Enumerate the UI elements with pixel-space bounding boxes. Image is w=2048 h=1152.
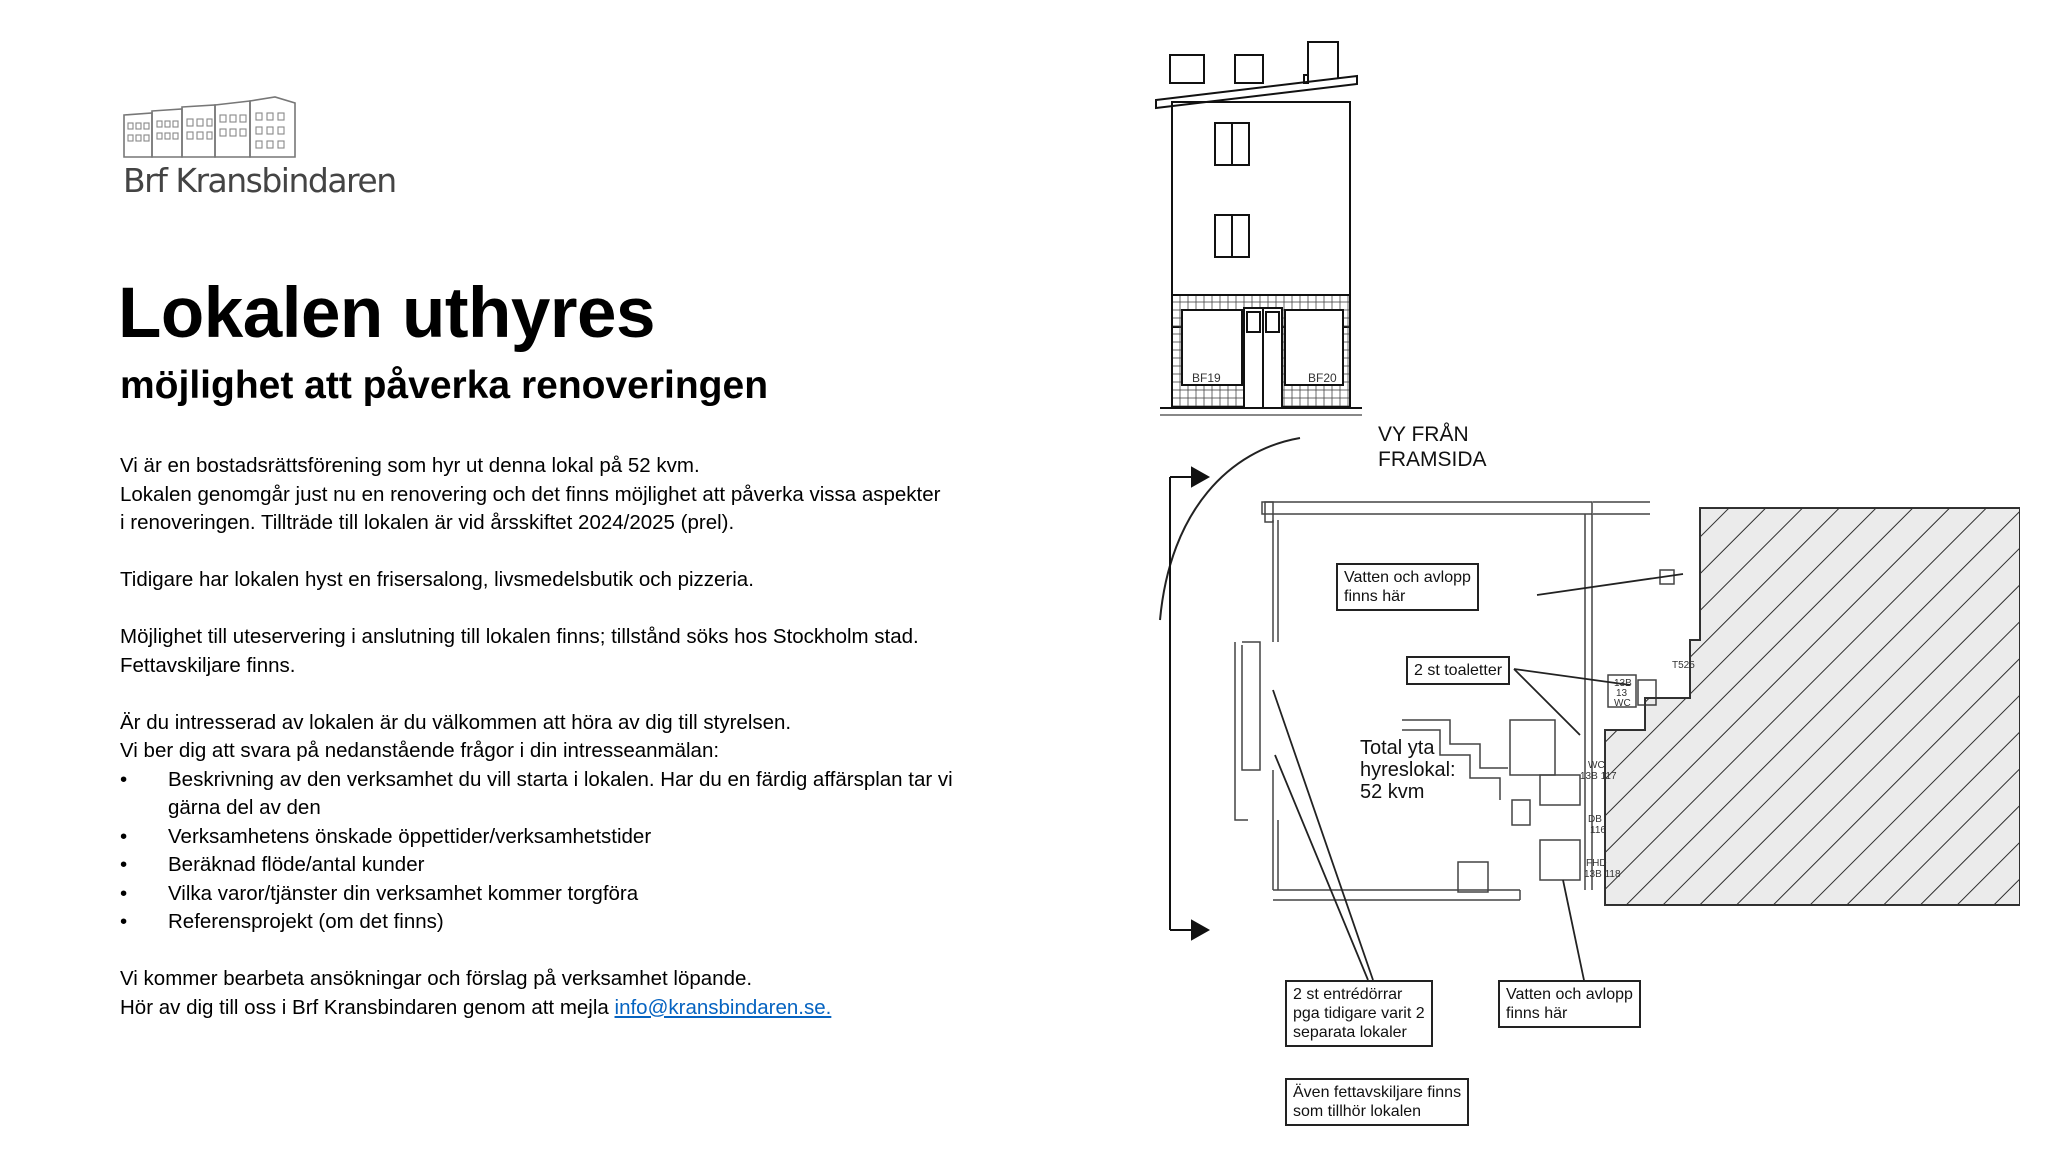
room-tag: T525 [1672,660,1695,671]
bullet: • [120,767,128,791]
grease-label-line: Även fettavskiljare finns [1293,1084,1462,1101]
spacer [120,937,1020,966]
doors-label-line: separata lokaler [1293,1024,1407,1041]
closing-line: Vi kommer bearbeta ansökningar och förslag på verksamhet löpande. [120,967,753,990]
floor-plan [1140,30,2020,1140]
logo-name: Brf Kransbindaren [123,161,396,200]
intro-line: i renoveringen. Tillträde till lokalen är vid årsskiftet 2024/2025 (prel). [120,511,735,534]
question-text: gärna del av den [168,796,321,819]
dimension-arrows [1170,468,1208,939]
room-tag: 13B [1614,678,1632,689]
view-label-line: FRAMSIDA [1378,448,1487,471]
grease-label-line: som tillhör lokalen [1293,1103,1422,1120]
intro-line: Vi är en bostadsrättsförening som hyr ut denna lokal på 52 kvm. [120,454,700,477]
spacer [120,680,1020,709]
view-pointer-curve [1160,438,1300,620]
interest-line: Är du intresserad av lokalen är du välkommen att höra av dig till styrelsen. [120,710,792,734]
room-tag: DB [1588,814,1602,825]
intro-line: Lokalen genomgår just nu en renovering och det finns möjlighet att påverka vissa aspekter [120,482,941,506]
closing-line [120,994,1020,1023]
total-area-line: 52 kvm [1360,781,1425,803]
logo [120,95,396,205]
question-item [120,880,1020,909]
water-label-top [1336,563,1479,611]
room-tag: FHD [1586,858,1607,869]
question-item [120,766,1020,823]
water-label-bottom [1498,980,1641,1028]
total-area-label [1360,737,1456,803]
total-area-line: hyreslokal: [1360,759,1456,781]
closing-text: Hör av dig till oss i Brf Kransbindaren genom att mejla [120,995,615,1019]
bf20-label: BF20 [1308,371,1337,385]
view-label [1378,422,1487,472]
question-text: Beräknad flöde/antal kunder [168,853,425,876]
grease-trap-label [1285,1078,1469,1126]
building-logo-icon [120,95,360,165]
room-tag: WC [1588,760,1605,771]
room-tag: WC [1614,698,1631,709]
spacer [120,595,1020,624]
bullet: • [120,881,128,905]
page-subtitle: möjlighet att påverka renoveringen [120,364,769,407]
water-label-line: Vatten och avlopp [1344,569,1471,586]
email-link[interactable]: info@kransbindaren.se. [614,995,832,1019]
history-line: Tidigare har lokalen hyst en frisersalong, livsmedelsbutik och pizzeria. [120,568,754,591]
toilets-label: 2 st toaletter [1406,656,1510,685]
outdoor-line: Fettavskiljare finns. [120,653,296,677]
question-text: Vilka varor/tjänster din verksamhet kommer torgföra [168,881,639,905]
room-tag: 13B 118 [1584,869,1621,880]
total-area-line: Total yta [1360,737,1435,759]
bf19-label: BF19 [1192,371,1221,385]
floor-plan-drawing [1140,30,2020,1140]
body-text [120,452,1020,1022]
question-list [120,766,1020,937]
question-item [120,908,1020,937]
spacer [120,538,1020,567]
question-text: Referensprojekt (om det finns) [168,910,444,933]
room-tag: 13 [1616,688,1628,699]
doors-label [1285,980,1433,1047]
page-title: Lokalen uthyres [118,274,655,353]
bullet: • [120,824,128,848]
doors-label-line: pga tidigare varit 2 [1293,1005,1425,1022]
bullet: • [120,853,128,876]
doors-label-line: 2 st entrédörrar [1293,986,1403,1003]
building-elevation [1156,42,1362,415]
question-text: Beskrivning av den verksamhet du vill starta i lokalen. Har du en färdig affärsplan tar vi [168,767,953,791]
question-text: Verksamhetens önskade öppettider/verksamhetstider [168,824,652,848]
view-label-line: VY FRÅN [1378,423,1469,446]
water-label-line: finns här [1506,1005,1568,1022]
room-tag: 13B 117 [1580,771,1617,782]
room-tag: 116 [1590,825,1606,836]
water-label-line: finns här [1344,588,1406,605]
outdoor-line: Möjlighet till uteservering i anslutning till lokalen finns; tillstånd söks hos Stockholm stad. [120,625,919,648]
question-item [120,851,1020,880]
question-item [120,823,1020,852]
interest-line: Vi ber dig att svara på nedanstående frågor i din intresseanmälan: [120,739,720,762]
water-label-line: Vatten och avlopp [1506,986,1633,1003]
bullet: • [120,910,128,933]
